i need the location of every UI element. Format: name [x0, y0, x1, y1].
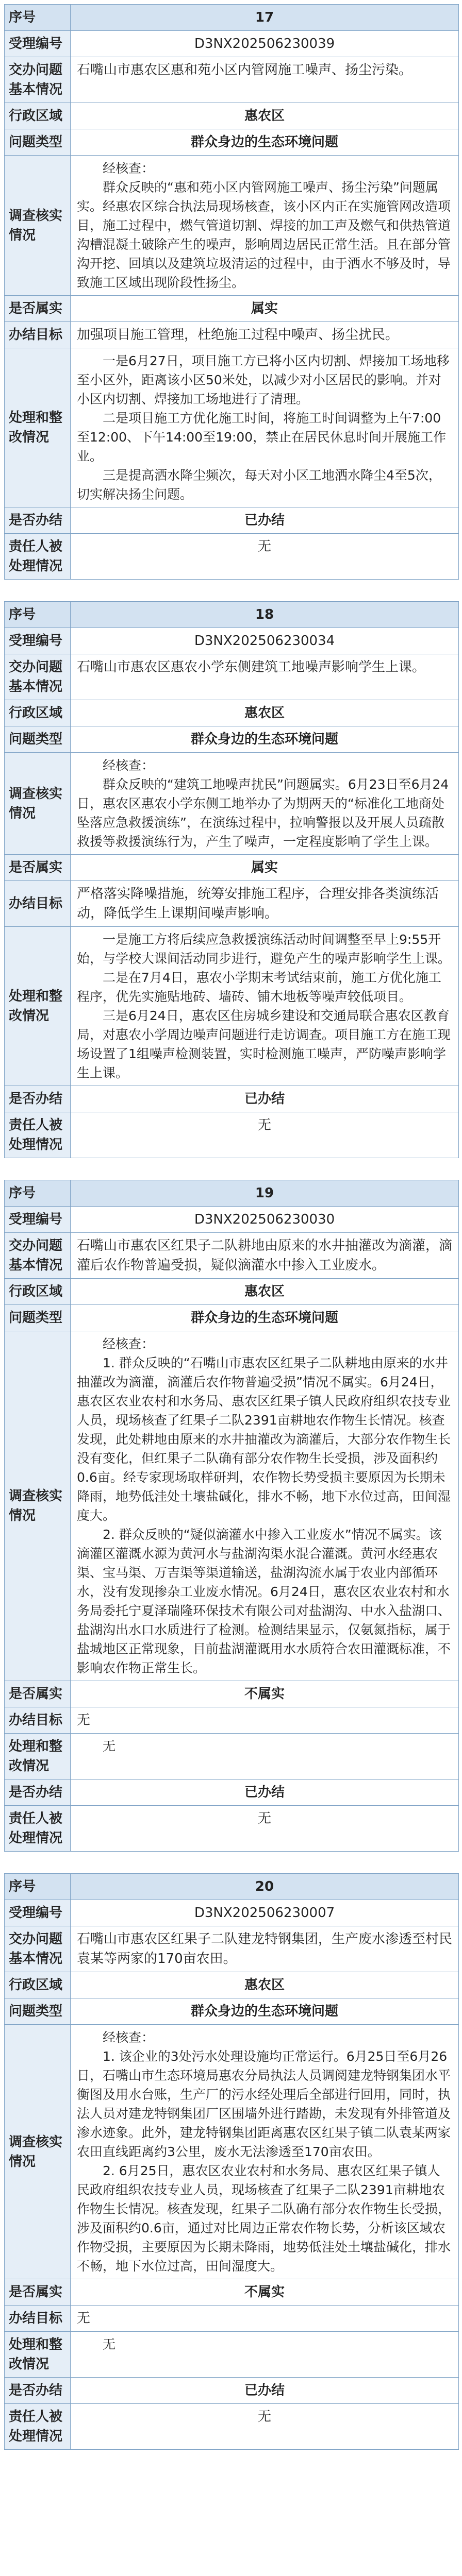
completion-goal-row [5, 322, 458, 348]
sequence-number-row [5, 1874, 458, 1900]
issue-type-value: 群众身边的生态环境问题 [190, 134, 338, 150]
admin-region-row [5, 700, 458, 726]
completion-goal-label: 办结目标 [5, 881, 71, 926]
issue-type-value: 群众身边的生态环境问题 [190, 1310, 338, 1326]
sequence-number-label: 序号 [5, 5, 71, 30]
rectification-paragraph: 无 [103, 2337, 116, 2352]
admin-region-label: 行政区域 [5, 1972, 71, 1998]
rectification-label: 处理和整改情况 [5, 1734, 71, 1779]
rectification-row [5, 927, 458, 1086]
admin-region-row [5, 103, 458, 129]
rectification-value [71, 1734, 458, 1779]
investigation-paragraph: 经核查： [103, 161, 155, 176]
case-content-value: 石嘴山市惠农区惠和苑小区内管网施工噪声、扬尘污染。 [77, 62, 412, 78]
issue-type-value: 群众身边的生态环境问题 [190, 2004, 338, 2019]
is-completed-label: 是否办结 [5, 507, 71, 533]
issue-type-row [5, 1998, 458, 2025]
case-table [4, 601, 459, 1158]
investigation-row [5, 156, 458, 296]
admin-region-value: 惠农区 [244, 1977, 285, 1993]
admin-region-label: 行政区域 [5, 103, 71, 129]
case-content-value: 石嘴山市惠农区红果子二队耕地由原来的水井抽灌改为滴灌，滴灌后农作物普遍受损，疑似滴灌水中掺入工业废水。 [77, 1238, 453, 1273]
admin-region-row [5, 1972, 458, 1998]
investigation-label: 调查核实情况 [5, 753, 71, 854]
investigation-paragraph: 1. 群众反映的“石嘴山市惠农区红果子二队耕地由原来的水井抽灌改为滴灌，滴灌后农作物普遍受损”情况不属实。6月24日，惠农区农业农村和水务局、惠农区红果子镇人民政府组织农技专业人员，现场核查了红果子二队2391亩耕地农作物生长情况。核查发现，此处耕地由原来的水井抽灌改为滴灌后，大部分农作物生长没有变化，但红果子二队确有部分农作物生长受损，涉及面积约0.6亩。经专家现场取样研判，农作物长势受损主要原因为长期未降雨，地势低洼处土壤盐碱化，排水不畅，地下水位过高，田间湿度大。 [77, 1355, 451, 1523]
issue-type-label: 问题类型 [5, 1998, 71, 2024]
is-true-value: 属实 [251, 860, 278, 875]
sequence-number-label: 序号 [5, 1180, 71, 1206]
case-content-label: 交办问题基本情况 [5, 654, 71, 700]
completion-goal-value: 无 [77, 1713, 91, 1728]
case-code-row [5, 1207, 458, 1233]
is-true-row [5, 1681, 458, 1707]
investigation-paragraph: 经核查： [103, 1336, 155, 1351]
case-code-row [5, 628, 458, 654]
responsible-person-value: 无 [257, 1811, 271, 1826]
case-content-value: 石嘴山市惠农区惠农小学东侧建筑工地噪声影响学生上课。 [77, 659, 426, 675]
is-true-label: 是否属实 [5, 1681, 71, 1707]
investigation-row [5, 1331, 458, 1681]
rectification-value [71, 927, 458, 1086]
issue-type-row [5, 1305, 458, 1331]
completion-goal-label: 办结目标 [5, 322, 71, 348]
case-code-label: 受理编号 [5, 1207, 71, 1232]
investigation-label: 调查核实情况 [5, 156, 71, 295]
is-true-label: 是否属实 [5, 296, 71, 321]
issue-type-label: 问题类型 [5, 726, 71, 752]
investigation-paragraph: 2. 群众反映的“疑似滴灌水中掺入工业废水”情况不属实。该滴灌区灌溉水源为黄河水与盐湖沟渠水混合灌溉。黄河水经惠农渠、宝马渠、万吉渠等渠道输送，盐湖沟流水属于农业内部循环水，没有发现掺杂工业废水情况。6月24日，惠农区农业农村和水务局委托宁夏泽瑞隆环保技术有限公司对盐湖沟、中水入盐湖口、盐湖沟出水口水质进行了检测。检测结果显示，仅氨氮指标，属于盐城地区正常现象，目前盐湖灌溉用水水质符合农田灌溉标准，不影响农作物正常生长。 [77, 1527, 451, 1675]
investigation-paragraph: 经核查： [103, 2030, 155, 2045]
investigation-paragraph: 群众反映的“建筑工地噪声扰民”问题属实。6月23日至6月24日，惠农区惠农小学东侧工地举办了为期两天的“标准化工地商处坠落应急救援演练”，在演练过程中，拉响警报以及开展人员疏散救援等救援演练行为，产生了噪声，一定程度影响了学生上课。 [77, 777, 449, 849]
investigation-value [71, 2025, 458, 2279]
case-code-label: 受理编号 [5, 31, 71, 57]
case-content-value: 石嘴山市惠农区红果子二队建龙特钢集团，生产废水渗透至村民袁某等两家的170亩农田。 [77, 1931, 453, 1967]
completion-goal-value: 加强项目施工管理，杜绝施工过程中噪声、扬尘扰民。 [77, 327, 399, 343]
is-true-value: 不属实 [244, 2284, 285, 2300]
responsible-person-row [5, 1112, 458, 1158]
responsible-person-value: 无 [257, 1117, 271, 1133]
case-content-label: 交办问题基本情况 [5, 1233, 71, 1278]
case-content-row [5, 57, 458, 103]
investigation-paragraph: 1. 该企业的3处污水处理设施均正常运行。6月25日至6月26日，石嘴山市生态环境局惠农分局执法人员调阅建龙特钢集团水平衡图及用水台账，生产厂的污水经处理后全部进行回用，同时，执法人员对建龙特钢集团厂区围墙外进行踏勘，未发现有外排管道及渗水迹象。此外，建龙特钢集团距离惠农区红果子镇二队袁某两家农田直线距离约3公里，废水无法渗透至170亩农田。 [77, 2049, 451, 2159]
rectification-row [5, 2332, 458, 2378]
case-content-row [5, 1233, 458, 1279]
responsible-person-label: 责任人被处理情况 [5, 1112, 71, 1158]
rectification-label: 处理和整改情况 [5, 348, 71, 507]
case-code-value: D3NX202506230007 [194, 1905, 335, 1921]
rectification-paragraph: 三是提高洒水降尘频次，每天对小区工地洒水降尘4至5次，切实解决扬尘问题。 [77, 468, 441, 502]
issue-type-row [5, 726, 458, 753]
rectification-row [5, 348, 458, 507]
is-completed-value: 已办结 [244, 513, 285, 528]
case-content-row [5, 1926, 458, 1972]
is-true-row [5, 296, 458, 322]
is-true-row [5, 2279, 458, 2306]
completion-goal-label: 办结目标 [5, 1707, 71, 1733]
sequence-number-row [5, 602, 458, 628]
completion-goal-row [5, 881, 458, 927]
sequence-number-row [5, 1180, 458, 1207]
investigation-label: 调查核实情况 [5, 2025, 71, 2279]
rectification-paragraph: 三是6月24日，惠农区住房城乡建设和交通局联合惠农区教育局，对惠农小学周边噪声问题进行走访调查。项目施工方在施工现场设置了1组噪声检测装置，实时检测施工噪声，严防噪声影响学生上课。 [77, 1008, 451, 1080]
investigation-label: 调查核实情况 [5, 1331, 71, 1681]
is-true-row [5, 855, 458, 881]
case-code-label: 受理编号 [5, 628, 71, 654]
admin-region-label: 行政区域 [5, 700, 71, 726]
completion-goal-value: 严格落实降噪措施，统筹安排施工程序，合理安排各类演练活动，降低学生上课期间噪声影响。 [77, 886, 439, 921]
case-content-row [5, 654, 458, 700]
completion-goal-row [5, 1707, 458, 1734]
is-true-value: 属实 [251, 301, 278, 316]
case-table [4, 1180, 459, 1852]
investigation-value [71, 1331, 458, 1681]
completion-goal-value: 无 [77, 2311, 91, 2326]
issue-type-label: 问题类型 [5, 129, 71, 155]
investigation-value [71, 156, 458, 295]
admin-region-value: 惠农区 [244, 108, 285, 124]
issue-type-value: 群众身边的生态环境问题 [190, 732, 338, 747]
completion-goal-row [5, 2306, 458, 2332]
case-code-label: 受理编号 [5, 1900, 71, 1926]
admin-region-value: 惠农区 [244, 705, 285, 721]
rectification-paragraph: 一是施工方将后续应急救援演练活动时间调整至早上9:55开始，与学校大课间活动同步进行，避免产生的噪声影响学生上课。 [77, 932, 451, 966]
rectification-row [5, 1734, 458, 1780]
is-completed-value: 已办结 [244, 2383, 285, 2398]
completion-goal-label: 办结目标 [5, 2306, 71, 2331]
case-code-value: D3NX202506230030 [194, 1212, 335, 1227]
responsible-person-label: 责任人被处理情况 [5, 1806, 71, 1851]
sequence-number-row [5, 5, 458, 31]
case-table [4, 1873, 459, 2450]
investigation-value [71, 753, 458, 854]
case-content-label: 交办问题基本情况 [5, 57, 71, 103]
rectification-value [71, 348, 458, 507]
is-completed-value: 已办结 [244, 1785, 285, 1800]
sequence-number-value: 19 [71, 1180, 458, 1206]
rectification-label: 处理和整改情况 [5, 2332, 71, 2377]
issue-type-label: 问题类型 [5, 1305, 71, 1331]
responsible-person-label: 责任人被处理情况 [5, 534, 71, 579]
investigation-paragraph: 群众反映的“惠和苑小区内管网施工噪声、扬尘污染”问题属实。经惠农区综合执法局现场核查，该小区内正在实施管网改造项目，施工过程中，燃气管道切割、焊接的加工声及燃气和供热管道沟槽混凝土破除产生的噪声，影响周边居民正常生活。且在部分管沟开挖、回填以及建筑垃圾清运的过程中，由于洒水不够及时，导致施工区域出现阶段性扬尘。 [77, 180, 451, 290]
is-true-label: 是否属实 [5, 855, 71, 880]
rectification-paragraph: 二是在7月4日，惠农小学期末考试结束前，施工方优化施工程序，优先实施贴地砖、墙砖、铺木地板等噪声较低项目。 [77, 970, 441, 1004]
case-code-value: D3NX202506230039 [194, 36, 335, 52]
investigation-row [5, 753, 458, 855]
is-completed-label: 是否办结 [5, 1780, 71, 1805]
issue-type-row [5, 129, 458, 156]
case-code-value: D3NX202506230034 [194, 633, 335, 649]
responsible-person-row [5, 534, 458, 579]
is-completed-row [5, 1086, 458, 1112]
case-content-label: 交办问题基本情况 [5, 1926, 71, 1972]
rectification-paragraph: 一是6月27日，项目施工方已将小区内切割、焊接加工场地移至小区外，距离该小区50米处，以减少对小区居民的影响。并对小区内切割、焊接加工场地进行了清理。 [77, 353, 450, 406]
is-completed-row [5, 2378, 458, 2404]
is-completed-row [5, 1780, 458, 1806]
admin-region-row [5, 1279, 458, 1305]
rectification-value [71, 2332, 458, 2377]
sequence-number-label: 序号 [5, 602, 71, 628]
investigation-paragraph: 2. 6月25日，惠农区农业农村和水务局、惠农区红果子镇人民政府组织农技专业人员，现场核查了红果子二队2391亩耕地农作物生长情况。核查发现，红果子二队确有部分农作物生长受损，涉及面积约0.6亩，通过对比周边正常农作物长势，分析该区域农作物受损，主要原因为长期未降雨，地势低洼处土壤盐碱化，排水不畅，地下水位过高，田间湿度大。 [77, 2163, 451, 2274]
is-true-label: 是否属实 [5, 2279, 71, 2305]
responsible-person-value: 无 [257, 539, 271, 554]
is-completed-value: 已办结 [244, 1091, 285, 1107]
sequence-number-value: 20 [71, 1874, 458, 1900]
is-true-value: 不属实 [244, 1686, 285, 1702]
case-code-row [5, 1900, 458, 1926]
sequence-number-value: 18 [71, 602, 458, 628]
responsible-person-value: 无 [257, 2409, 271, 2425]
responsible-person-row [5, 1806, 458, 1851]
admin-region-value: 惠农区 [244, 1284, 285, 1299]
investigation-paragraph: 经核查： [103, 758, 155, 773]
investigation-row [5, 2025, 458, 2279]
admin-region-label: 行政区域 [5, 1279, 71, 1304]
rectification-label: 处理和整改情况 [5, 927, 71, 1086]
sequence-number-value: 17 [71, 5, 458, 30]
responsible-person-row [5, 2404, 458, 2449]
is-completed-label: 是否办结 [5, 1086, 71, 1112]
sequence-number-label: 序号 [5, 1874, 71, 1900]
responsible-person-label: 责任人被处理情况 [5, 2404, 71, 2449]
rectification-paragraph: 二是项目施工方优化施工时间，将施工时间调整为上午7:00至12:00、下午14:00至19:00，禁止在居民休息时间开展施工作业。 [77, 411, 447, 464]
is-completed-label: 是否办结 [5, 2378, 71, 2403]
rectification-paragraph: 无 [103, 1739, 116, 1754]
case-code-row [5, 31, 458, 57]
case-table [4, 4, 459, 580]
is-completed-row [5, 507, 458, 534]
